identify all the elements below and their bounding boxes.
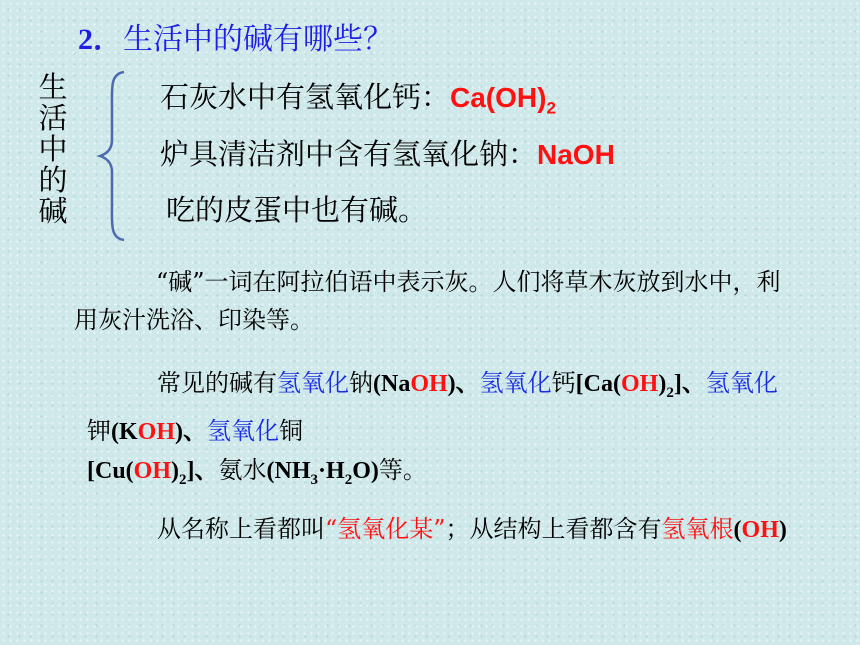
title-text: 生活中的碱有哪些？ (123, 22, 393, 57)
paragraph-structure: 从名称上看都叫“氢氧化某”；从结构上看都含有氢氧根(OH) (157, 515, 787, 543)
slide-title (78, 14, 393, 58)
formula-naoh: NaOH (537, 139, 615, 170)
title-number: 2． (78, 23, 123, 56)
curly-brace-icon (96, 70, 130, 242)
sidebar-label: 生活中的碱 (38, 70, 68, 228)
item-preserved-egg: 吃的皮蛋中也有碱。 (166, 193, 428, 227)
formula-caoh2: $Ca(OH)_2$ (450, 82, 556, 118)
item-sodium-hydroxide (160, 132, 615, 173)
item-calcium-hydroxide (160, 75, 556, 119)
paragraph-origin: “碱”一词在阿拉伯语中表示灰。人们将草木灰放到水中，利用灰汁洗浴、印染等。 (74, 268, 781, 334)
item-text: 炉具清洁剂中含有氢氧化钠： (160, 137, 538, 171)
item-text: 石灰水中有氢氧化钙： (160, 80, 451, 114)
paragraph-common-bases: 常见的碱有氢氧化钠(NaOH)、氢氧化钙$[Ca(OH)_2]$、氢氧化钾(KOH)、氢氧化铜 $[Cu(OH)_2]$、氨水$(NH_3\cdot H_2O)$等。 (87, 369, 778, 488)
